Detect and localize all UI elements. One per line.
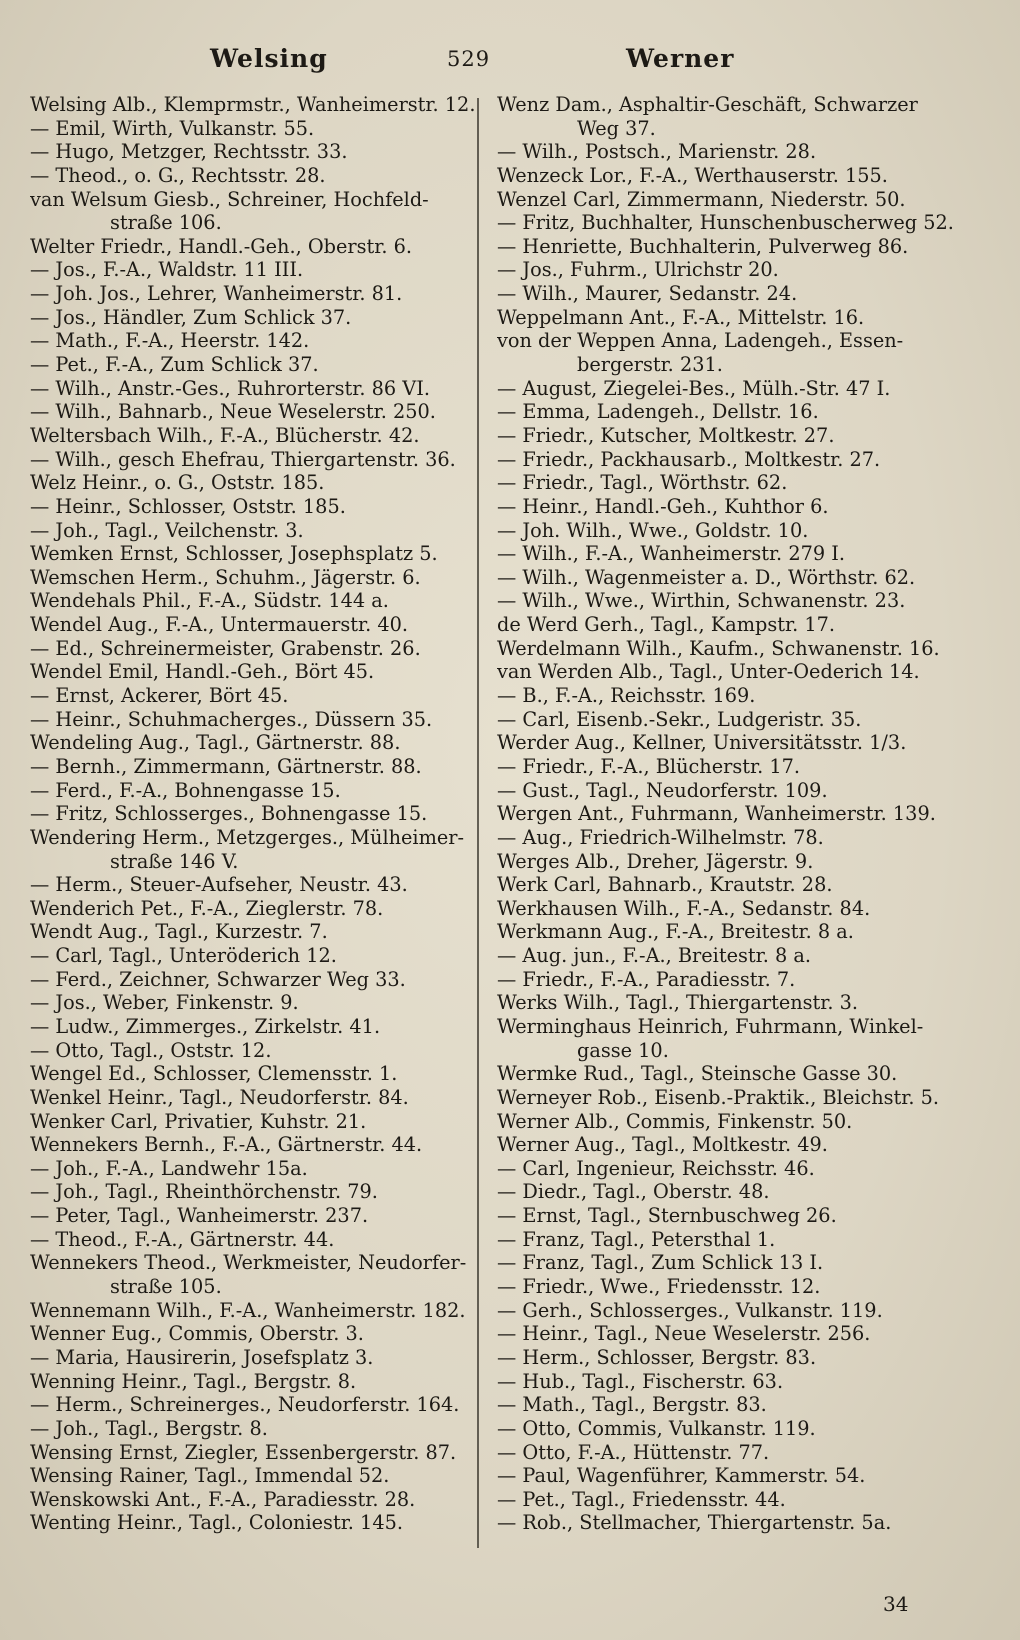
directory-entry: van Werden Alb., Tagl., Unter-Oederich 14. [497, 660, 920, 684]
left-column [30, 93, 486, 1535]
directory-entry: Wenzel Carl, Zimmermann, Niederstr. 50. [497, 187, 906, 211]
directory-entry: Wendehals Phil., F.-A., Südstr. 144 a. [30, 589, 389, 613]
directory-entry: — August, Ziegelei-Bes., Mülh.-Str. 47 I. [497, 376, 891, 400]
directory-entry: Werges Alb., Dreher, Jägerstr. 9. [497, 849, 814, 873]
directory-entry: Weppelmann Ant., F.-A., Mittelstr. 16. [497, 305, 865, 329]
directory-entry: — Heinr., Schuhmacherges., Düssern 35. [30, 707, 433, 731]
directory-entry: — Math., Tagl., Bergstr. 83. [497, 1393, 767, 1417]
directory-entry: Wenning Heinr., Tagl., Bergstr. 8. [30, 1369, 357, 1393]
directory-entry: — Peter, Tagl., Wanheimerstr. 237. [30, 1204, 369, 1228]
directory-entry: — Gerh., Schlosserges., Vulkanstr. 119. [497, 1298, 883, 1322]
directory-entry: Weltersbach Wilh., F.-A., Blücherstr. 42. [30, 423, 420, 447]
directory-entry: — Ludw., Zimmerges., Zirkelstr. 41. [30, 1014, 381, 1038]
directory-entry: Werkmann Aug., F.-A., Breitestr. 8 a. [497, 920, 854, 944]
directory-entry: von der Weppen Anna, Ladengeh., Essen- [497, 329, 904, 353]
directory-entry: Wemken Ernst, Schlosser, Josephsplatz 5. [30, 542, 438, 566]
header-left-keyword: Welsing [210, 44, 328, 73]
directory-entry: — Wilh., Postsch., Marienstr. 28. [497, 140, 817, 164]
directory-entry: — Wilh., Wagenmeister a. D., Wörthstr. 62. [497, 565, 916, 589]
directory-entry: Wendel Aug., F.-A., Untermauerstr. 40. [30, 613, 409, 637]
directory-entry: Wendeling Aug., Tagl., Gärtnerstr. 88. [30, 731, 401, 755]
directory-entry: Wenker Carl, Privatier, Kuhstr. 21. [30, 1109, 367, 1133]
directory-entry: Wennemann Wilh., F.-A., Wanheimerstr. 182. [30, 1298, 466, 1322]
page-number: 529 [447, 47, 491, 71]
directory-entry: — Ferd., Zeichner, Schwarzer Weg 33. [30, 967, 406, 991]
directory-entry: — Jos., Fuhrm., Ulrichstr 20. [497, 258, 779, 282]
directory-entry: Welter Friedr., Handl.-Geh., Oberstr. 6. [30, 234, 412, 258]
directory-entry: bergerstr. 231. [577, 353, 723, 377]
directory-entry: — Friedr., Packhausarb., Moltkestr. 27. [497, 447, 881, 471]
directory-entry: de Werd Gerh., Tagl., Kampstr. 17. [497, 613, 836, 637]
column-divider [477, 98, 479, 1548]
directory-entry: — Herm., Schreinerges., Neudorferstr. 164. [30, 1393, 460, 1417]
directory-entry: — Pet., F.-A., Zum Schlick 37. [30, 353, 319, 377]
directory-entry: — Herm., Steuer-Aufseher, Neustr. 43. [30, 873, 408, 897]
directory-entry: Wenner Eug., Commis, Oberstr. 3. [30, 1322, 364, 1346]
directory-entry: — Aug. jun., F.-A., Breitestr. 8 a. [497, 944, 812, 968]
directory-entry: — Otto, F.-A., Hüttenstr. 77. [497, 1440, 770, 1464]
directory-entry: — Carl, Tagl., Unteröderich 12. [30, 944, 337, 968]
directory-entry: — Joh., Tagl., Veilchenstr. 3. [30, 518, 304, 542]
directory-entry: — Jos., F.-A., Waldstr. 11 III. [30, 258, 304, 282]
directory-entry: Wensing Rainer, Tagl., Immendal 52. [30, 1464, 390, 1488]
directory-entry: Werminghaus Heinrich, Fuhrmann, Winkel- [497, 1014, 924, 1038]
directory-entry: — B., F.-A., Reichsstr. 169. [497, 684, 756, 708]
directory-entry: Welz Heinr., o. G., Oststr. 185. [30, 471, 325, 495]
directory-entry: Wendt Aug., Tagl., Kurzestr. 7. [30, 920, 328, 944]
directory-entry: — Theod., F.-A., Gärtnerstr. 44. [30, 1227, 335, 1251]
directory-entry: Wermke Rud., Tagl., Steinsche Gasse 30. [497, 1062, 898, 1086]
directory-entry: Wendel Emil, Handl.-Geh., Bört 45. [30, 660, 375, 684]
directory-entry: — Rob., Stellmacher, Thiergartenstr. 5a. [497, 1511, 892, 1535]
directory-entry: — Pet., Tagl., Friedensstr. 44. [497, 1487, 786, 1511]
directory-entry: Wenting Heinr., Tagl., Coloniestr. 145. [30, 1511, 403, 1535]
directory-entry: — Henriette, Buchhalterin, Pulverweg 86. [497, 234, 909, 258]
directory-entry: Werder Aug., Kellner, Universitätsstr. 1/3. [497, 731, 907, 755]
directory-entry: — Fritz, Buchhalter, Hunschenbuscherweg 52. [497, 211, 954, 235]
directory-entry: — Friedr., Tagl., Wörthstr. 62. [497, 471, 788, 495]
directory-entry: gasse 10. [577, 1038, 669, 1062]
directory-entry: — Fritz, Schlosserges., Bohnengasse 15. [30, 802, 428, 826]
directory-entry: — Jos., Händler, Zum Schlick 37. [30, 305, 352, 329]
directory-entry: Wenzeck Lor., F.-A., Werthauserstr. 155. [497, 163, 888, 187]
directory-entry: — Ernst, Ackerer, Bört 45. [30, 684, 289, 708]
directory-entry: — Friedr., Kutscher, Moltkestr. 27. [497, 423, 835, 447]
directory-entry: — Joh. Wilh., Wwe., Goldstr. 10. [497, 518, 809, 542]
directory-entry: — Ferd., F.-A., Bohnengasse 15. [30, 778, 341, 802]
directory-entry: — Wilh., Wwe., Wirthin, Schwanenstr. 23. [497, 589, 906, 613]
directory-entry: — Franz, Tagl., Zum Schlick 13 I. [497, 1251, 824, 1275]
directory-entry: — Otto, Tagl., Oststr. 12. [30, 1038, 272, 1062]
directory-entry: — Ernst, Tagl., Sternbuschweg 26. [497, 1204, 837, 1228]
directory-entry: — Friedr., F.-A., Blücherstr. 17. [497, 754, 800, 778]
directory-entry: — Heinr., Schlosser, Oststr. 185. [30, 494, 346, 518]
directory-entry: Wergen Ant., Fuhrmann, Wanheimerstr. 139. [497, 802, 936, 826]
directory-entry: Wenskowski Ant., F.-A., Paradiesstr. 28. [30, 1487, 416, 1511]
right-column [497, 93, 967, 1535]
directory-entry: straße 105. [110, 1275, 222, 1299]
directory-entry: — Joh. Jos., Lehrer, Wanheimerstr. 81. [30, 282, 403, 306]
directory-entry: van Welsum Giesb., Schreiner, Hochfeld- [30, 187, 429, 211]
directory-entry: Werner Alb., Commis, Finkenstr. 50. [497, 1109, 853, 1133]
directory-entry: — Friedr., F.-A., Paradiesstr. 7. [497, 967, 796, 991]
directory-entry: — Joh., F.-A., Landwehr 15a. [30, 1156, 308, 1180]
directory-entry: — Ed., Schreinermeister, Grabenstr. 26. [30, 636, 421, 660]
directory-entry: — Hub., Tagl., Fischerstr. 63. [497, 1369, 784, 1393]
directory-entry: Wendering Herm., Metzgerges., Mülheimer- [30, 825, 465, 849]
directory-entry: — Wilh., Bahnarb., Neue Weselerstr. 250. [30, 400, 436, 424]
directory-entry: Wensing Ernst, Ziegler, Essenbergerstr. 87. [30, 1440, 457, 1464]
directory-entry: — Bernh., Zimmermann, Gärtnerstr. 88. [30, 754, 422, 778]
directory-entry: — Franz, Tagl., Petersthal 1. [497, 1227, 776, 1251]
directory-entry: Werneyer Rob., Eisenb.-Praktik., Bleichstr. 5. [497, 1085, 940, 1109]
directory-entry: — Joh., Tagl., Bergstr. 8. [30, 1416, 268, 1440]
directory-entry: — Gust., Tagl., Neudorferstr. 109. [497, 778, 828, 802]
directory-entry: Weg 37. [577, 116, 656, 140]
directory-entry: — Carl, Eisenb.-Sekr., Ludgeristr. 35. [497, 707, 862, 731]
directory-entry: Wenderich Pet., F.-A., Zieglerstr. 78. [30, 896, 384, 920]
directory-entry: — Wilh., gesch Ehefrau, Thiergartenstr. 36. [30, 447, 456, 471]
directory-entry: — Diedr., Tagl., Oberstr. 48. [497, 1180, 770, 1204]
directory-entry: — Theod., o. G., Rechtsstr. 28. [30, 163, 326, 187]
directory-entry: Werdelmann Wilh., Kaufm., Schwanenstr. 16. [497, 636, 940, 660]
directory-entry: Wemschen Herm., Schuhm., Jägerstr. 6. [30, 565, 421, 589]
directory-entry: — Friedr., Wwe., Friedensstr. 12. [497, 1275, 821, 1299]
directory-entry: Wenz Dam., Asphaltir-Geschäft, Schwarzer [497, 93, 918, 116]
directory-entry: straße 146 V. [110, 849, 239, 873]
directory-entry: — Carl, Ingenieur, Reichsstr. 46. [497, 1156, 815, 1180]
directory-entry: — Paul, Wagenführer, Kammerstr. 54. [497, 1464, 866, 1488]
directory-entry: — Math., F.-A., Heerstr. 142. [30, 329, 310, 353]
directory-entry: — Jos., Weber, Finkenstr. 9. [30, 991, 299, 1015]
header-right-keyword: Werner [626, 44, 735, 73]
directory-entry: — Heinr., Handl.-Geh., Kuhthor 6. [497, 494, 829, 518]
directory-entry: — Emil, Wirth, Vulkanstr. 55. [30, 116, 315, 140]
directory-entry: Wenkel Heinr., Tagl., Neudorferstr. 84. [30, 1085, 409, 1109]
directory-entry: Welsing Alb., Klemprmstr., Wanheimerstr. 12. [30, 93, 476, 116]
directory-entry: — Otto, Commis, Vulkanstr. 119. [497, 1416, 816, 1440]
directory-entry: — Heinr., Tagl., Neue Weselerstr. 256. [497, 1322, 871, 1346]
directory-entry: — Joh., Tagl., Rheinthörchenstr. 79. [30, 1180, 378, 1204]
directory-entry: straße 106. [110, 211, 222, 235]
directory-entry: — Wilh., Maurer, Sedanstr. 24. [497, 282, 798, 306]
directory-entry: Werk Carl, Bahnarb., Krautstr. 28. [497, 873, 833, 897]
directory-entry: — Maria, Hausirerin, Josefsplatz 3. [30, 1345, 374, 1369]
directory-entry: Wennekers Theod., Werkmeister, Neudorfer- [30, 1251, 467, 1275]
directory-entry: Werks Wilh., Tagl., Thiergartenstr. 3. [497, 991, 859, 1015]
directory-entry: Werkhausen Wilh., F.-A., Sedanstr. 84. [497, 896, 871, 920]
directory-entry: Werner Aug., Tagl., Moltkestr. 49. [497, 1133, 828, 1157]
directory-entry: — Hugo, Metzger, Rechtsstr. 33. [30, 140, 348, 164]
directory-entry: — Emma, Ladengeh., Dellstr. 16. [497, 400, 819, 424]
directory-entry: Wengel Ed., Schlosser, Clemensstr. 1. [30, 1062, 398, 1086]
directory-entry: — Wilh., F.-A., Wanheimerstr. 279 I. [497, 542, 845, 566]
directory-entry: — Wilh., Anstr.-Ges., Ruhrorterstr. 86 VI. [30, 376, 430, 400]
directory-entry: — Aug., Friedrich-Wilhelmstr. 78. [497, 825, 824, 849]
signature-number: 34 [883, 1592, 909, 1616]
directory-entry: — Herm., Schlosser, Bergstr. 83. [497, 1345, 817, 1369]
directory-entry: Wennekers Bernh., F.-A., Gärtnerstr. 44. [30, 1133, 423, 1157]
